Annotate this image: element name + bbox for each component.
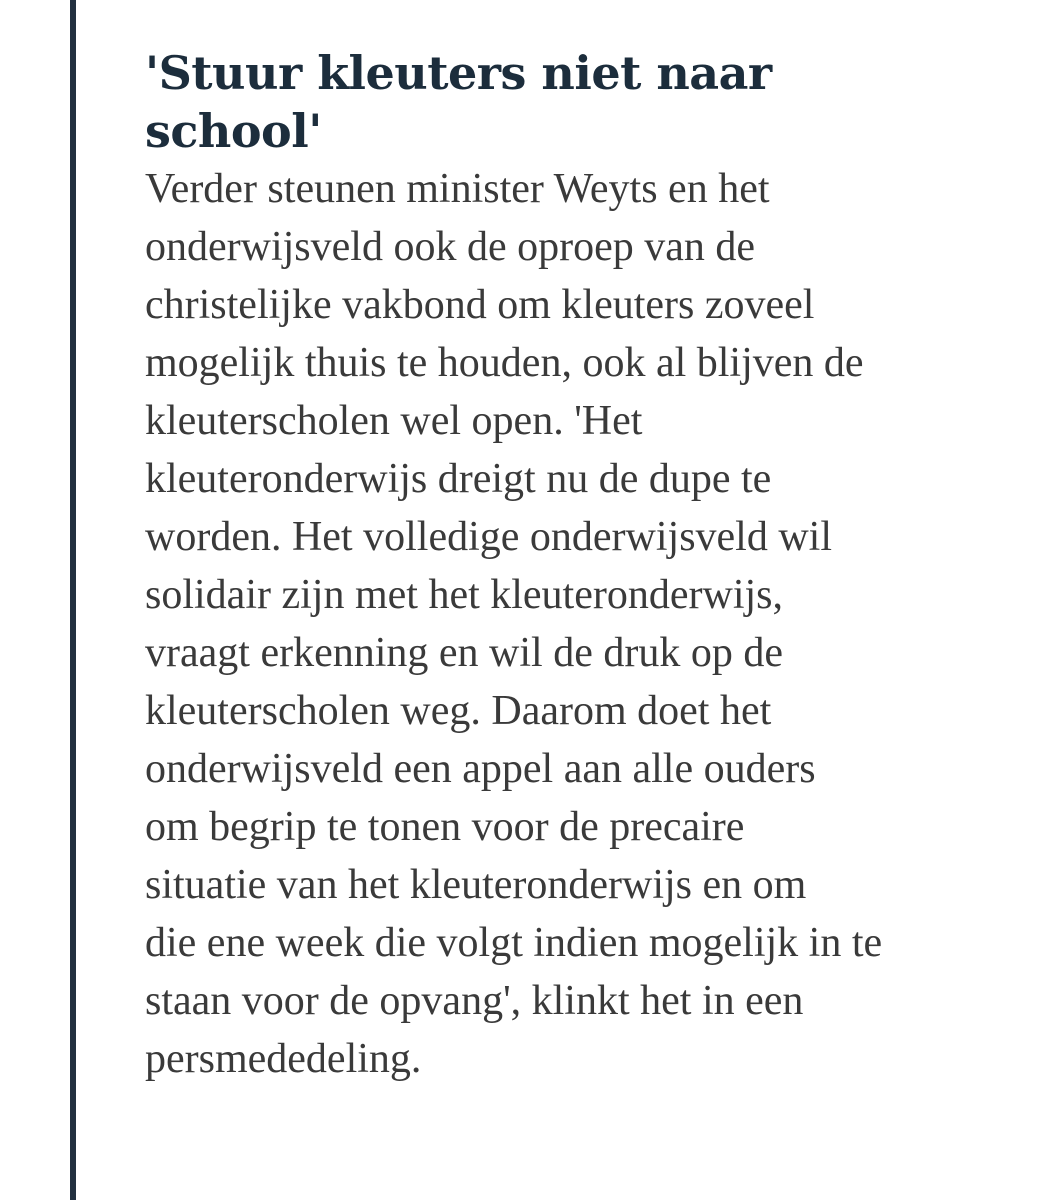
body-line: Verder steunen minister Weyts en het: [145, 166, 770, 212]
body-line: mogelijk thuis te houden, ook al blijven de: [145, 340, 864, 386]
body-line: onderwijsveld ook de oproep van de: [145, 224, 756, 270]
blockquote-bar: [70, 0, 76, 1200]
article-body: [145, 160, 1035, 1088]
body-line: worden. Het volledige onderwijsveld wil: [145, 514, 833, 560]
body-line: persmededeling.: [145, 1036, 422, 1082]
body-line: kleuterscholen weg. Daarom doet het: [145, 688, 772, 734]
article-excerpt: [145, 44, 1035, 1088]
body-line: kleuteronderwijs dreigt nu de dupe te: [145, 456, 772, 502]
body-line: staan voor de opvang', klinkt het in een: [145, 978, 804, 1024]
body-line: vraagt erkenning en wil de druk op de: [145, 630, 783, 676]
article-heading: [145, 44, 1035, 160]
heading-line: school': [145, 104, 322, 158]
heading-line: 'Stuur kleuters niet naar: [145, 46, 772, 100]
body-line: solidair zijn met het kleuteronderwijs,: [145, 572, 783, 618]
body-line: om begrip te tonen voor de precaire: [145, 804, 745, 850]
body-line: kleuterscholen wel open. 'Het: [145, 398, 643, 444]
body-line: situatie van het kleuteronderwijs en om: [145, 862, 807, 908]
body-line: onderwijsveld een appel aan alle ouders: [145, 746, 816, 792]
body-line: die ene week die volgt indien mogelijk in te: [145, 920, 883, 966]
body-line: christelijke vakbond om kleuters zoveel: [145, 282, 815, 328]
